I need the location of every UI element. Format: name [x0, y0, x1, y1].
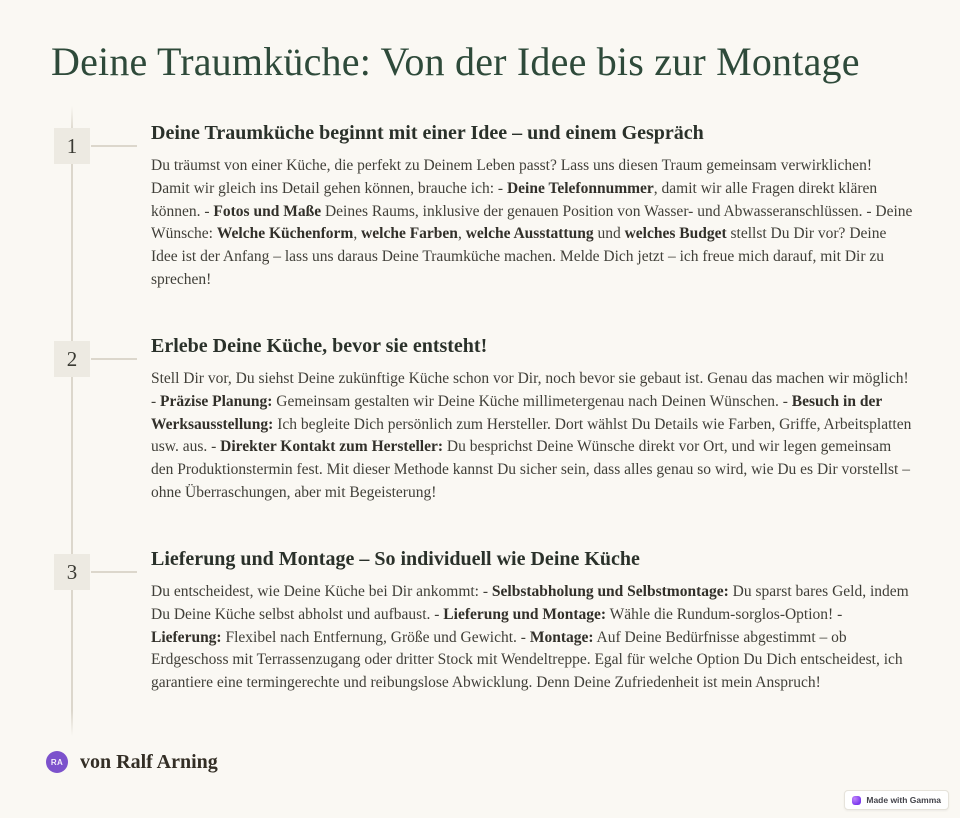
section-1-heading: Deine Traumküche beginnt mit einer Idee – und einem Gespräch	[151, 122, 704, 144]
section-2-heading: Erlebe Deine Küche, bevor sie entsteht!	[151, 335, 488, 357]
author-avatar: RA	[46, 751, 68, 773]
author-byline-row	[46, 748, 218, 776]
section-3	[151, 546, 913, 695]
section-1	[151, 120, 913, 292]
step-number-2: 2	[54, 341, 90, 377]
timeline-connector	[91, 145, 137, 147]
section-3-heading: Lieferung und Montage – So individuell wie Deine Küche	[151, 548, 640, 570]
timeline-line	[71, 106, 73, 736]
step-number-3: 3	[54, 554, 90, 590]
gamma-logo-icon	[852, 796, 861, 805]
step-number-1: 1	[54, 128, 90, 164]
gamma-badge-label: Made with Gamma	[866, 795, 941, 805]
page-title: Deine Traumküche: Von der Idee bis zur Montage	[51, 39, 860, 84]
section-3-body: Du entscheidest, wie Deine Küche bei Dir ankommt: - Selbstabholung und Selbstmontage: Du sparst bares Geld, indem Du Deine Küche selbst abholst und aufbaust. - Lieferung und Montage: Wähle die Rundum-sorglos-Option! - Lieferung: Flexibel nach Entfernung, Größe und Gewicht. - Montage: Auf Deine Bedürfnisse abgestimmt – ob Erdgeschoss mit Terrassenzugang oder dritter Stock mit Wendeltreppe. Egal für welche Option Du Dich entscheidest, ich garantiere eine termingerechte und reibungslose Abwicklung. Denn Deine Zufriedenheit ist mein Anspruch!	[151, 583, 909, 692]
author-byline: von Ralf Arning	[80, 750, 218, 773]
made-with-gamma-badge[interactable]	[844, 790, 949, 810]
section-1-body: Du träumst von einer Küche, die perfekt zu Deinem Leben passt? Lass uns diesen Traum gemeinsam verwirklichen! Damit wir gleich ins Detail gehen können, brauche ich: - Deine Telefonnummer, damit wir alle Fragen direkt klären können. - Fotos und Maße Deines Raums, inklusive der genauen Position von Wasser- und Abwasseranschlüssen. - Deine Wünsche: Welche Küchenform, welche Farben, welche Ausstattung und welches Budget stellst Du Dir vor? Deine Idee ist der Anfang – lass uns daraus Deine Traumküche machen. Melde Dich jetzt – ich freue mich darauf, mit Dir zu sprechen!	[151, 157, 913, 288]
section-2	[151, 333, 913, 505]
timeline-connector	[91, 571, 137, 573]
timeline-connector	[91, 358, 137, 360]
section-2-body: Stell Dir vor, Du siehst Deine zukünftige Küche schon vor Dir, noch bevor sie gebaut ist. Genau das machen wir möglich! - Präzise Planung: Gemeinsam gestalten wir Deine Küche millimetergenau nach Deinen Wünschen. - Besuch in der Werksausstellung: Ich begleite Dich persönlich zum Hersteller. Dort wählst Du Details wie Farben, Griffe, Arbeitsplatten usw. aus. - Direkter Kontakt zum Hersteller: Du besprichst Deine Wünsche direkt vor Ort, und wir legen gemeinsam den Produktionstermin fest. Mit dieser Methode kannst Du sicher sein, dass alles genau so wird, wie Du es Dir vorstellst – ohne Überraschungen, aber mit Begeisterung!	[151, 370, 912, 501]
